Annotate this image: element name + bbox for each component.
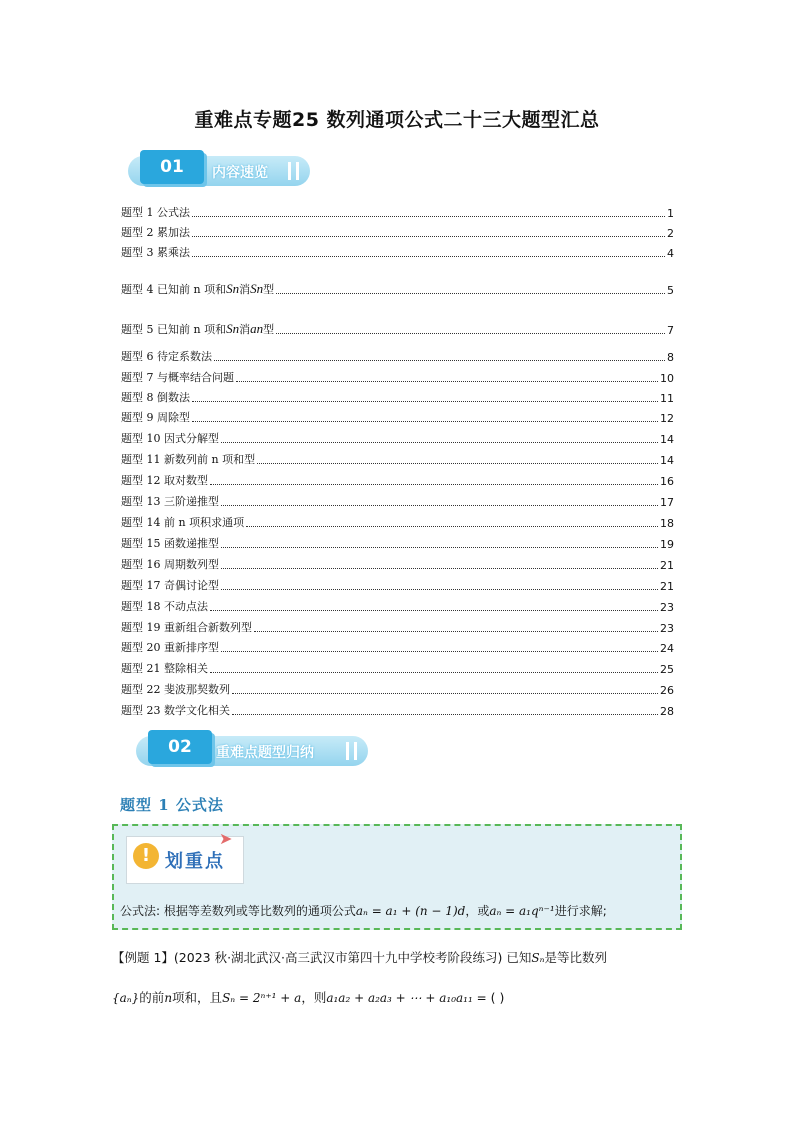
toc-entry[interactable]: 题型 23 数学文化相关 28 — [121, 704, 674, 718]
toc-page-number: 5 — [667, 284, 674, 297]
toc-entry[interactable]: 题型 8 倒数法 11 — [121, 391, 674, 405]
toc-entry[interactable]: 题型 21 整除相关 25 — [121, 662, 674, 676]
banner-label: 内容速览 — [212, 165, 268, 181]
toc-page-number: 17 — [660, 496, 674, 509]
toc-entry[interactable]: 题型 14 前 n 项积求通项 18 — [121, 516, 674, 530]
toc-entry[interactable]: 题型 5 已知前 n 项和Sn消an型 7 — [121, 321, 674, 337]
example-line-2: {aₙ}的前n项和，且Sₙ = 2ⁿ⁺¹ + a，则a₁a₂ + a₂a₃ + ⋯ + a₁₀a₁₁ = ( ) — [112, 990, 505, 1005]
toc-page-number: 11 — [660, 392, 674, 405]
toc-page-number: 18 — [660, 517, 674, 530]
toc-page-number: 25 — [660, 663, 674, 676]
toc-page-number: 8 — [667, 351, 674, 364]
toc-page-number: 14 — [660, 454, 674, 467]
section-banner-types — [136, 730, 368, 770]
toc-page-number: 21 — [660, 580, 674, 593]
toc-entry[interactable]: 题型 19 重新组合新数列型 23 — [121, 621, 674, 635]
toc-page-number: 14 — [660, 433, 674, 446]
toc-page-number: 26 — [660, 684, 674, 697]
paper-plane-icon: ➤ — [219, 829, 233, 848]
banner-label: 重难点题型归纳 — [216, 745, 314, 761]
callout-text: 公式法: 根据等差数列或等比数列的通项公式aₙ = a₁ + (n − 1)d，或aₙ = a₁qⁿ⁻¹进行求解; — [120, 904, 607, 918]
toc-entry[interactable]: 题型 17 奇偶讨论型 21 — [121, 579, 674, 593]
toc-entry[interactable]: 题型 10 因式分解型 14 — [121, 432, 674, 446]
toc-entry[interactable]: 题型 7 与概率结合问题 10 — [121, 371, 674, 385]
section-banner-contents — [128, 150, 310, 190]
toc-page-number: 4 — [667, 247, 674, 260]
toc-entry[interactable]: 题型 12 取对数型 16 — [121, 474, 674, 488]
toc-entry[interactable]: 题型 1 公式法 1 — [121, 206, 674, 220]
toc-page-number: 1 — [667, 207, 674, 220]
page-title: 重难点专题25 数列通项公式二十三大题型汇总 — [194, 109, 600, 131]
toc-page-number: 12 — [660, 412, 674, 425]
toc-entry[interactable]: 题型 13 三阶递推型 17 — [121, 495, 674, 509]
toc-page-number: 28 — [660, 705, 674, 718]
section-heading: 题型 1 公式法 — [120, 796, 224, 814]
toc-entry[interactable]: 题型 22 斐波那契数列 26 — [121, 683, 674, 697]
toc-entry[interactable]: 题型 9 周除型 12 — [121, 411, 674, 425]
toc-page-number: 24 — [660, 642, 674, 655]
lightbulb-icon: ! — [133, 843, 159, 869]
toc-entry[interactable]: 题型 11 新数列前 n 项和型 14 — [121, 453, 674, 467]
toc-entry[interactable]: 题型 15 函数递推型 19 — [121, 537, 674, 551]
toc-entry[interactable]: 题型 3 累乘法 4 — [121, 246, 674, 260]
toc-entry[interactable]: 题型 20 重新排序型 24 — [121, 641, 674, 655]
banner-number: 01 — [140, 150, 204, 184]
toc-page-number: 7 — [667, 324, 674, 337]
toc-page-number: 16 — [660, 475, 674, 488]
toc-entry[interactable]: 题型 4 已知前 n 项和Sn消Sn型 5 — [121, 281, 674, 297]
toc-entry[interactable]: 题型 18 不动点法 23 — [121, 600, 674, 614]
toc-page-number: 10 — [660, 372, 674, 385]
toc-page-number: 23 — [660, 622, 674, 635]
toc-page-number: 23 — [660, 601, 674, 614]
toc-page-number: 21 — [660, 559, 674, 572]
key-point-badge: ! 划重点 ➤ — [126, 836, 244, 884]
toc-entry[interactable]: 题型 6 待定系数法 8 — [121, 350, 674, 364]
toc-page-number: 2 — [667, 227, 674, 240]
banner-number: 02 — [148, 730, 212, 764]
toc-entry[interactable]: 题型 2 累加法 2 — [121, 226, 674, 240]
toc-page-number: 19 — [660, 538, 674, 551]
toc-entry[interactable]: 题型 16 周期数列型 21 — [121, 558, 674, 572]
example-line-1: 【例题 1】(2023 秋·湖北武汉·高三武汉市第四十九中学校考阶段练习) 已知Sₙ是等比数列 — [112, 950, 607, 965]
key-point-callout — [112, 824, 682, 930]
